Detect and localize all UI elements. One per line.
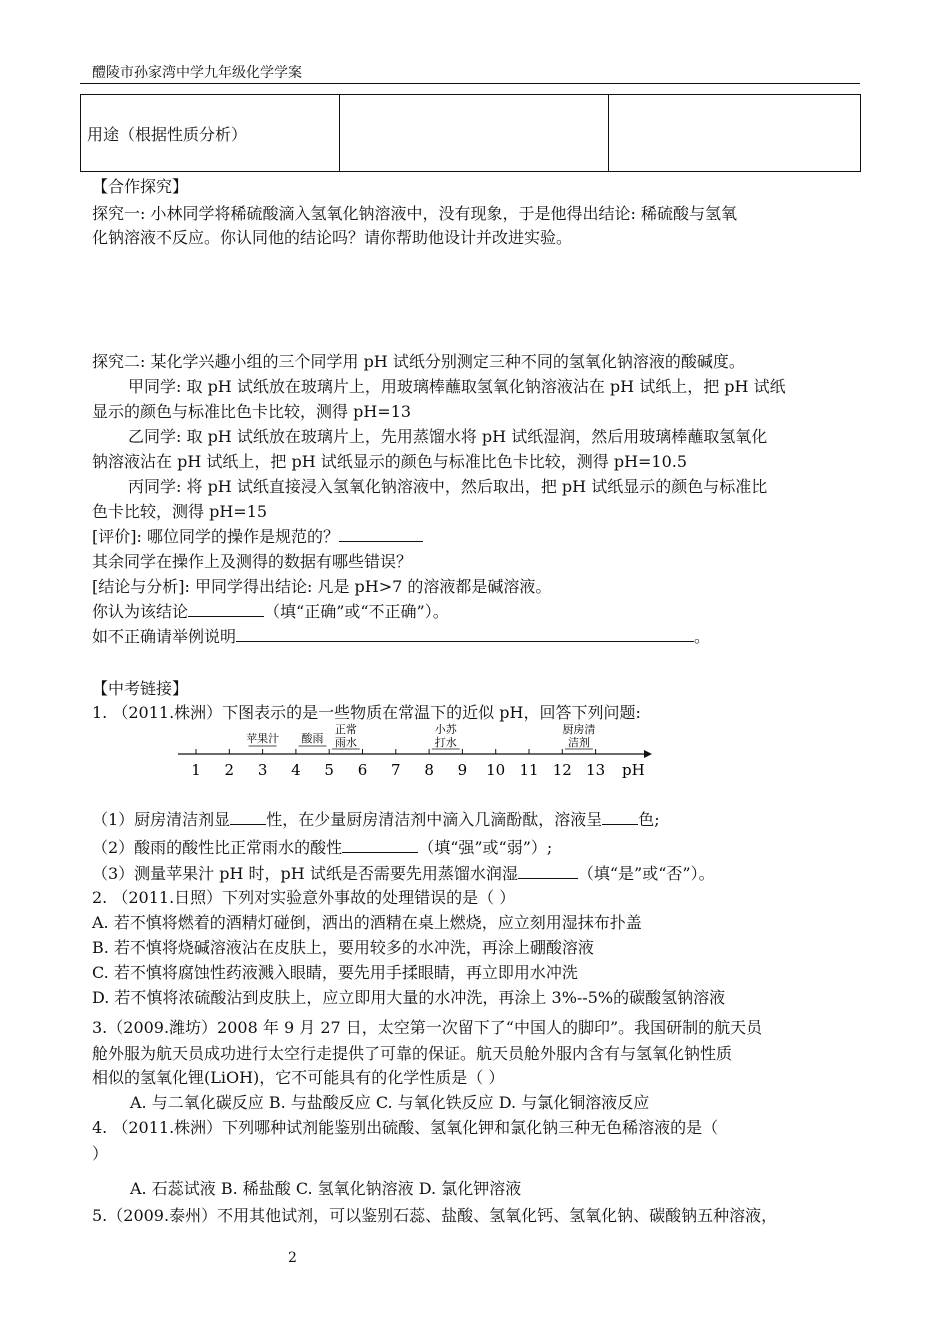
part2-b: （填“强”或“弱”）; xyxy=(418,838,553,857)
student-c-line1: 丙同学: 将 pH 试纸直接浸入氢氧化钠溶液中，然后取出，把 pH 试纸显示的颜色与标准比 xyxy=(128,477,768,496)
ph-item-label-line2: 洁剂 xyxy=(567,736,590,749)
answer-blank[interactable] xyxy=(342,838,418,853)
q2-option-a: A. 若不慎将燃着的酒精灯碰倒，洒出的酒精在桌上燃烧，应立刻用湿抹布扑盖 xyxy=(92,913,642,932)
exam-q2: 2. （2011.日照）下列对实验意外事故的处理错误的是（ ） xyxy=(92,888,516,907)
ph-tick-label: 6 xyxy=(357,761,368,779)
answer-blank[interactable] xyxy=(602,810,638,825)
exam-q3-line2: 舱外服为航天员成功进行太空行走提供了可靠的保证。航天员舱外服内含有与氢氧化钠性质 xyxy=(92,1044,733,1063)
exam-q3-line3: 相似的氢氧化锂(LiOH)，它不可能具有的化学性质是（ ） xyxy=(92,1068,505,1087)
ph-item-label: 小苏 xyxy=(434,723,457,736)
example-prompt: 如不正确请举例说明 xyxy=(92,627,237,646)
answer-blank[interactable] xyxy=(188,602,264,617)
conclusion-prompt: 你认为该结论 xyxy=(92,602,189,621)
student-c-line2: 色卡比较，测得 pH=15 xyxy=(92,502,268,521)
exam-q4-line1: 4. （2011.株洲）下列哪种试剂能鉴别出硫酸、氢氧化钾和氯化钠三种无色稀溶液的是（ xyxy=(92,1118,719,1137)
ph-tick-label: 4 xyxy=(291,761,301,779)
eval-line2: 其余同学在操作上及测得的数据有哪些错误？ xyxy=(92,552,413,571)
ph-item-label: 酸雨 xyxy=(301,732,324,745)
part1-c: 色; xyxy=(638,810,660,829)
part3-a: （3）测量苹果汁 pH 时，pH 试纸是否需要先用蒸馏水润湿 xyxy=(92,864,518,883)
q2-option-c: C. 若不慎将腐蚀性药液溅入眼睛，要先用手揉眼睛，再立即用水冲洗 xyxy=(92,963,578,982)
ph-tick-label: 8 xyxy=(424,761,434,779)
answer-blank[interactable] xyxy=(230,810,266,825)
ph-tick-label: 9 xyxy=(457,761,468,779)
conclusion-line3 xyxy=(92,627,710,647)
exam-heading: 【中考链接】 xyxy=(92,679,189,698)
eval-text: [评价]: 哪位同学的操作是规范的？ xyxy=(92,527,339,546)
ph-item-label: 厨房清 xyxy=(562,723,596,736)
usage-cell-2 xyxy=(340,95,609,172)
ph-tick-label: 10 xyxy=(486,761,506,779)
q1-part1 xyxy=(92,810,660,830)
ph-tick-label: 2 xyxy=(224,761,235,779)
q2-option-b: B. 若不慎将烧碱溶液沾在皮肤上，要用较多的水冲洗，再涂上硼酸溶液 xyxy=(92,938,594,957)
page-header: 醴陵市孙家湾中学九年级化学学案 xyxy=(92,65,302,81)
ph-scale xyxy=(170,722,660,782)
part2-a: （2）酸雨的酸性比正常雨水的酸性 xyxy=(92,838,343,857)
conclusion-line2 xyxy=(92,602,449,622)
ph-item-label: 正常 xyxy=(334,723,357,736)
usage-label: 用途（根据性质分析） xyxy=(81,95,340,172)
conclusion-line: [结论与分析]: 甲同学得出结论: 凡是 pH>7 的溶液都是碱溶液。 xyxy=(92,577,552,596)
q1-part2 xyxy=(92,838,552,858)
ph-item-label-line2: 雨水 xyxy=(334,736,357,749)
coop-heading: 【合作探究】 xyxy=(92,177,189,196)
q1-part3 xyxy=(92,864,715,884)
exam-q5: 5.（2009.泰州）不用其他试剂，可以鉴别石蕊、盐酸、氢氧化钙、氢氧化钠、碳酸钠五种溶液， xyxy=(92,1206,778,1225)
q1-line2: 化钠溶液不反应。你认同他的结论吗？请你帮助他设计并改进实验。 xyxy=(92,228,573,247)
page-number: 2 xyxy=(288,1250,297,1266)
q4-options: A. 石蕊试液 B. 稀盐酸 C. 氢氧化钠溶液 D. 氯化钾溶液 xyxy=(130,1179,522,1198)
answer-blank[interactable] xyxy=(236,627,694,642)
conclusion-fill-hint: （填“正确”或“不正确”）。 xyxy=(264,602,449,621)
q2-line1: 探究二: 某化学兴趣小组的三个同学用 pH 试纸分别测定三种不同的氢氧化钠溶液的酸碱度。 xyxy=(92,352,745,371)
header-rule xyxy=(80,83,860,84)
ph-tick-label: 12 xyxy=(552,761,572,779)
ph-tick-label: 13 xyxy=(586,761,606,779)
ph-item-label-line2: 打水 xyxy=(434,736,457,749)
part1-a: （1）厨房清洁剂显 xyxy=(92,810,231,829)
usage-cell-3 xyxy=(609,95,861,172)
exam-q1: 1. （2011.株洲）下图表示的是一些物质在常温下的近似 pH，回答下列问题: xyxy=(92,703,641,722)
student-a-line2: 显示的颜色与标准比色卡比较，测得 pH=13 xyxy=(92,402,412,421)
ph-tick-label: 5 xyxy=(324,761,334,779)
student-b-line2: 钠溶液沾在 pH 试纸上，把 pH 试纸显示的颜色与标准比色卡比较，测得 pH=10.5 xyxy=(92,452,688,471)
usage-table xyxy=(80,94,861,172)
student-a-line1: 甲同学: 取 pH 试纸放在玻璃片上，用玻璃棒蘸取氢氧化钠溶液沾在 pH 试纸上，把 pH 试纸 xyxy=(128,377,786,396)
exam-q4-line2: ） xyxy=(92,1144,109,1163)
ph-tick-label: 7 xyxy=(391,761,401,779)
exam-q3-line1: 3.（2009.潍坊）2008 年 9 月 27 日，太空第一次留下了“中国人的脚印”。我国研制的航天员 xyxy=(92,1018,763,1037)
ph-tick-label: 1 xyxy=(191,761,201,779)
answer-blank[interactable] xyxy=(339,527,423,542)
ph-unit: pH xyxy=(622,761,645,779)
ph-item-label: 苹果汁 xyxy=(246,732,280,745)
q3-options: A. 与二氧化碳反应 B. 与盐酸反应 C. 与氧化铁反应 D. 与氯化铜溶液反应 xyxy=(130,1093,650,1112)
example-end: 。 xyxy=(694,627,711,646)
eval-line xyxy=(92,527,423,547)
answer-blank[interactable] xyxy=(518,864,578,879)
q2-option-d: D. 若不慎将浓硫酸沾到皮肤上，应立即用大量的水冲洗，再涂上 3%--5%的碳酸氢钠溶液 xyxy=(92,988,726,1007)
ph-axis-arrow xyxy=(644,750,652,758)
student-b-line1: 乙同学: 取 pH 试纸放在玻璃片上，先用蒸馏水将 pH 试纸湿润，然后用玻璃棒蘸取氢氧化 xyxy=(128,427,768,446)
ph-tick-label: 11 xyxy=(519,761,539,779)
ph-tick-label: 3 xyxy=(257,761,268,779)
q1-line1: 探究一: 小林同学将稀硫酸滴入氢氧化钠溶液中，没有现象，于是他得出结论: 稀硫酸与氢氧 xyxy=(92,204,737,223)
part3-b: （填“是”或“否”）。 xyxy=(577,864,715,883)
part1-b: 性，在少量厨房清洁剂中滴入几滴酚酞，溶液呈 xyxy=(266,810,603,829)
